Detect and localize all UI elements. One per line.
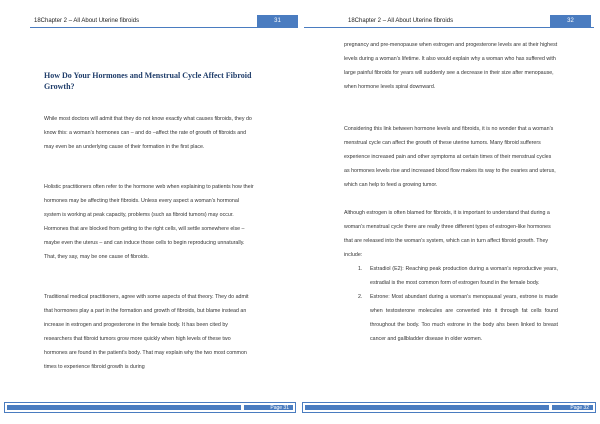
body-paragraph-1: [344, 38, 558, 94]
list-item: [358, 262, 558, 290]
paragraph-text: Considering this link between hormone levels and fibroids, it is no wonder that a woman’s menstrual cycle can affect the growth of these uterine tumors. Many fibroid sufferers experience increased pain and other symptoms at certain times of their menstrual cycles as hormones levels rise and increased blood flow makes its way to the ovaries and uterus, which can help to feed a growing tumor.: [344, 126, 556, 188]
body-paragraph-2: [44, 180, 254, 264]
list-item-text: Estradiol (E2): Reaching peak production during a woman’s reproductive years, estradial is the most common form of estrogen found in the female body.: [370, 266, 558, 286]
list-item: [358, 290, 558, 346]
estrogen-types-list: [358, 262, 558, 346]
page-footer: [302, 402, 596, 413]
list-marker: 1.: [358, 266, 363, 272]
paragraph-text: Although estrogen is often blamed for fibroids, it is important to understand that during a woman’s menstrual cycle there are really three different types of estrogen-like hormones that are released into the woman’s system, which can in turn affect fibroid growth. They include:: [344, 210, 551, 258]
paragraph-text: While most doctors will admit that they do not know exactly what causes fibroids, they do know this: a woman’s hormones can – and do –affect the rate of growth of fibroids and may even be an underlying cause of their formation in the first place.: [44, 116, 252, 150]
header-chapter-title: 18Chapter 2 – All About Uterine fibroids: [348, 18, 454, 24]
header-page-number: 31: [257, 15, 298, 27]
paragraph-text: Holistic practitioners often refer to the hormone web when explaining to patients how their hormones may be affecting their fibroids. Unless every aspect a woman’s hormonal system is working at peak capacity, problems (such as fibroid tumors) may occur. Hormones that are blocked from getting to the right cells, will settle somewhere else – maybe even the uterus – and can induce those cells to begin reproducing unnaturally. That, they say, may be one cause of fibroids.: [44, 184, 254, 260]
body-paragraph-2: [344, 122, 558, 192]
page-footer: [4, 402, 296, 413]
paragraph-text: Traditional medical practitioners, agree with some aspects of that theory. They do admit that hormones play a part in the formation and growth of fibroids, but blame instead an increase in estrogen and progesterone in the female body. It has been cited by researchers that fibroid tumors grow more quickly when high levels of these two hormones are found in the patient’s body. That may explain why the two most common times to experience fibroid growth is during: [44, 294, 249, 370]
footer-page-label: Page 32: [552, 405, 593, 410]
body-paragraph-3: [44, 290, 254, 374]
header-chapter-title: 18Chapter 2 – All About Uterine fibroids: [34, 18, 140, 24]
list-marker: 2.: [358, 294, 363, 300]
footer-bar: [305, 405, 549, 410]
footer-bar: [7, 405, 241, 410]
header-page-number: 32: [550, 15, 591, 27]
body-paragraph-3: [344, 206, 558, 262]
header-rule: [304, 27, 594, 28]
paragraph-text: pregnancy and pre-menopause when estrogen and progesterone levels are at their highest levels during a woman’s lifetime. It also would explain why a woman who has suffered with large painful fibroids for years will suddenly see a decrease in their size after menopause, when hormone levels spiral downward.: [344, 42, 558, 90]
body-paragraph-1: [44, 112, 254, 154]
list-item-text: Estrone: Most abundant during a woman’s menopausal years, estrone is made when testosterone molecules are converted into it through fat cells found throughout the body. Too much estrone in the body ahs been linked to breast cancer and gallbladder disease in older women.: [370, 294, 558, 342]
section-heading: How Do Your Hormones and Menstrual Cycle Affect Fibroid Growth?: [44, 71, 252, 91]
right-page: [300, 0, 600, 424]
footer-page-label: Page 31: [244, 405, 293, 410]
header-rule: [30, 27, 298, 28]
